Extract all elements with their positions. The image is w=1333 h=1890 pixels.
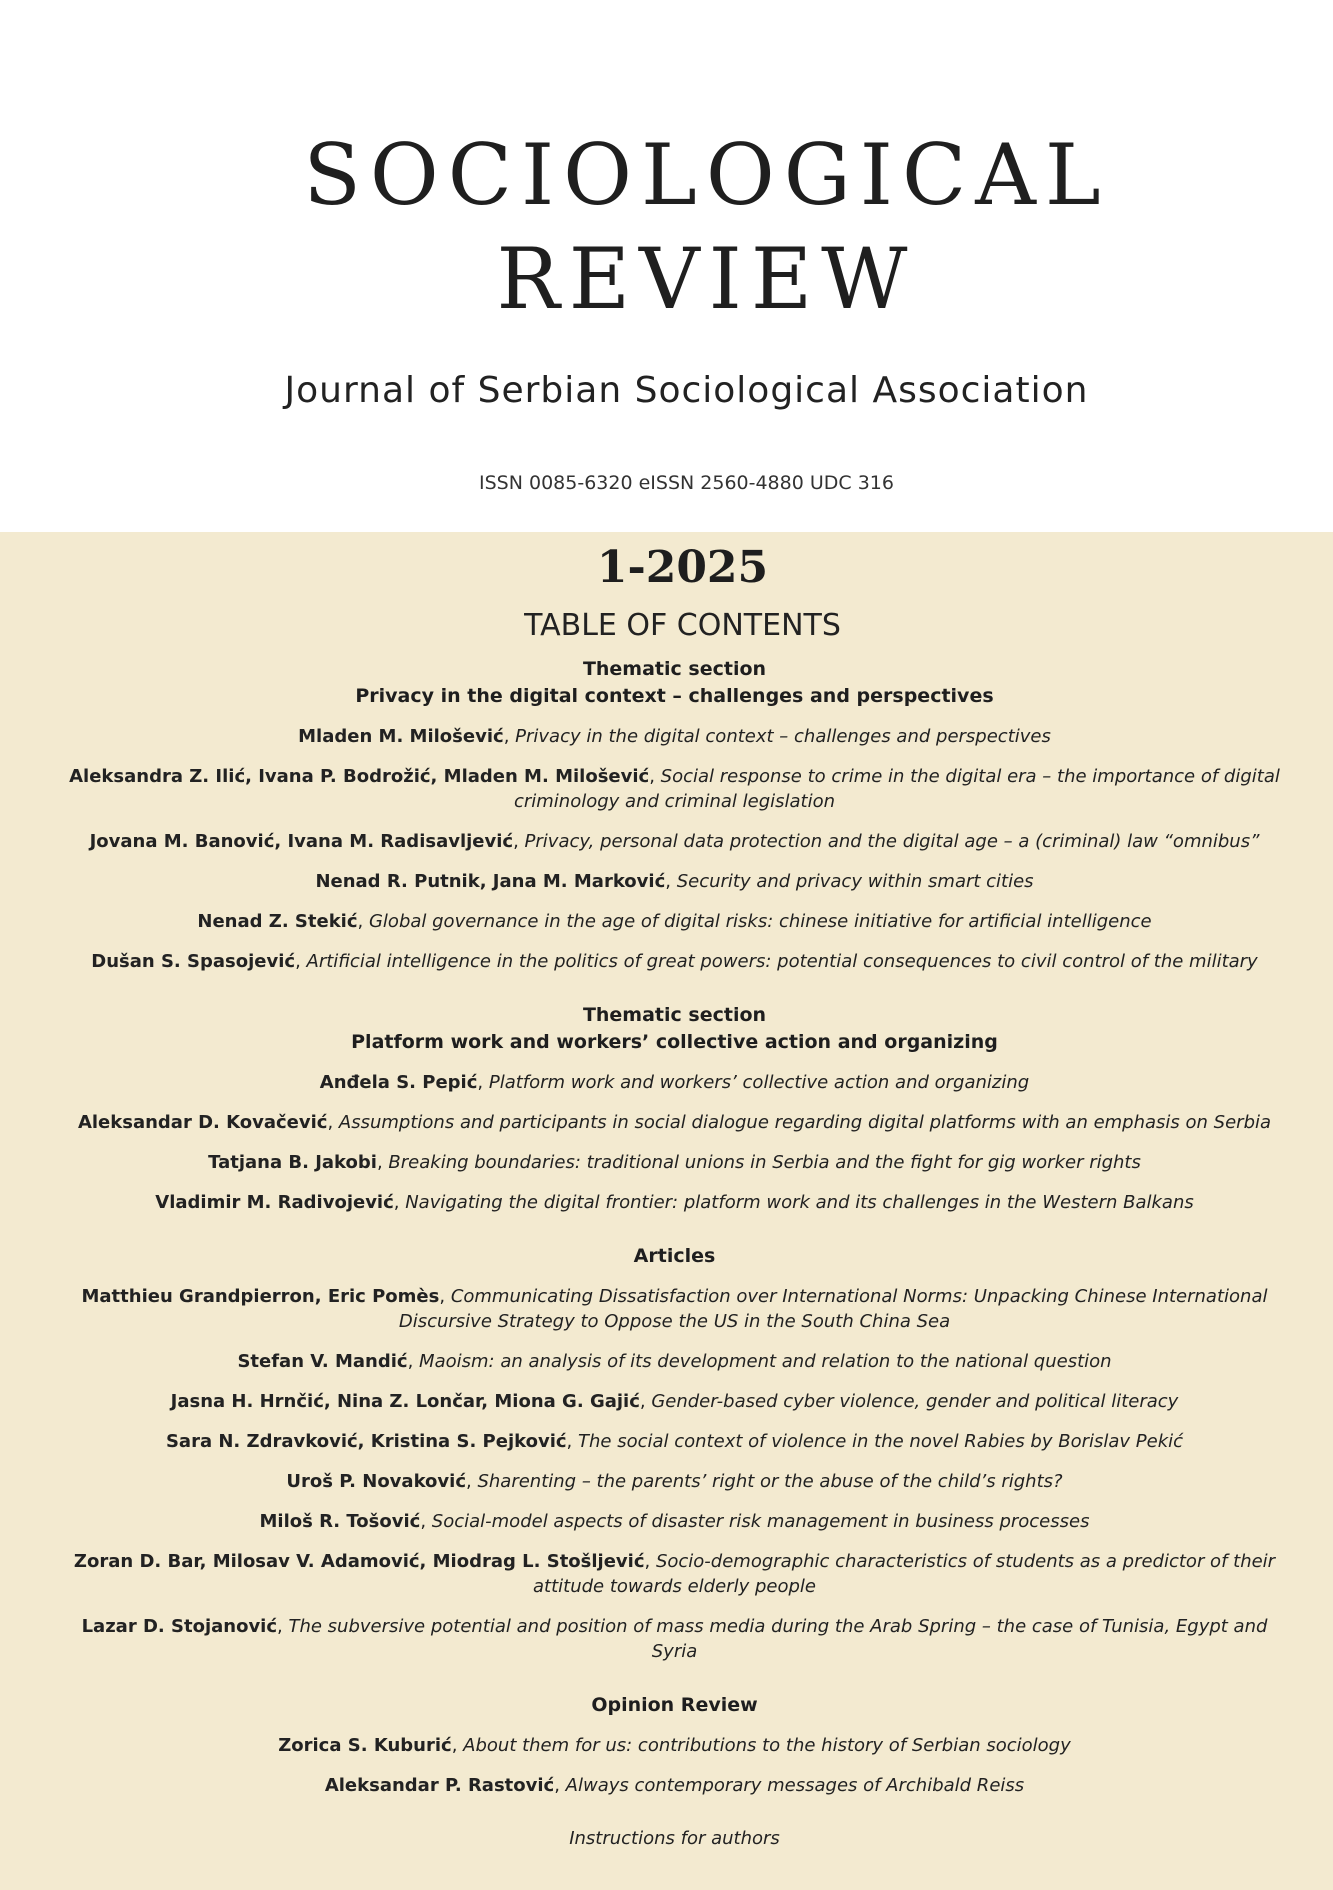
- entry-authors: Aleksandra Z. Ilić, Ivana P. Bodrožić, Mladen M. Milošević: [69, 766, 650, 787]
- entry-authors: Jasna H. Hrnčić, Nina Z. Lončar, Miona G. Gajić: [170, 1391, 640, 1412]
- entry-title: Sharenting – the parents’ right or the abuse of the child’s rights?: [477, 1471, 1063, 1492]
- toc-entry[interactable]: Zoran D. Bar, Milosav V. Adamović, Miodrag L. Stošljević, Socio-demographic characteristics of students as a predictor of their attitude towards elderly people: [73, 1551, 1276, 1597]
- toc-entry[interactable]: Uroš P. Novaković, Sharenting – the parents’ right or the abuse of the child’s rights?: [286, 1471, 1063, 1492]
- entry-authors: Matthieu Grandpierron, Eric Pomès: [81, 1286, 440, 1307]
- entry-authors: Anđela S. Pepić: [319, 1072, 478, 1093]
- toc-entry[interactable]: Miloš R. Tošović, Social-model aspects of disaster risk management in business processes: [259, 1511, 1090, 1532]
- toc-entry[interactable]: Vladimir M. Radivojević, Navigating the digital frontier: platform work and its challenges in the Western Balkans: [155, 1192, 1194, 1213]
- entry-title: Social-model aspects of disaster risk management in business processes: [431, 1511, 1090, 1532]
- toc-entry[interactable]: Mladen M. Milošević, Privacy in the digital context – challenges and perspectives: [298, 726, 1051, 747]
- entry-authors: Dušan S. Spasojević: [91, 951, 296, 972]
- toc-entry[interactable]: Jovana M. Banović, Ivana M. Radisavljević, Privacy, personal data protection and the digital age – a (criminal) law “omnibus”: [89, 831, 1260, 852]
- toc-entry[interactable]: Aleksandar D. Kovačević, Assumptions and participants in social dialogue regarding digital platforms with an emphasis on Serbia: [77, 1112, 1272, 1133]
- entry-authors: Tatjana B. Jakobi: [208, 1152, 377, 1173]
- section-heading: Thematic section: [582, 1004, 767, 1026]
- entry-title: Platform work and workers’ collective action and organizing: [488, 1072, 1030, 1093]
- entry-authors: Aleksandar D. Kovačević: [77, 1112, 328, 1133]
- entry-title: The social context of violence in the novel Rabies by Borislav Pekić: [578, 1431, 1184, 1452]
- section-heading: Articles: [633, 1245, 716, 1267]
- instructions-for-authors[interactable]: [16, 1826, 1333, 1851]
- entry-authors: Zoran D. Bar, Milosav V. Adamović, Miodrag L. Stošljević: [73, 1551, 645, 1572]
- entry-authors: Nenad R. Putnik, Jana M. Marković: [315, 871, 666, 892]
- entry-authors: Aleksandar P. Rastović: [324, 1775, 555, 1796]
- toc-entry[interactable]: Matthieu Grandpierron, Eric Pomès, Communicating Dissatisfaction over International Norms: Unpacking Chinese International Discursive Strategy to Oppose the US in the South China Sea: [81, 1286, 1268, 1332]
- toc-entry[interactable]: Lazar D. Stojanović, The subversive potential and position of mass media during the Arab Spring – the case of Tunisia, Egypt and Syria: [81, 1616, 1268, 1662]
- toc-entry[interactable]: Zorica S. Kuburić, About them for us: contributions to the history of Serbian sociology: [278, 1735, 1071, 1756]
- entry-authors: Uroš P. Novaković: [286, 1471, 466, 1492]
- entry-title: The subversive potential and position of mass media during the Arab Spring – the case of Tunisia, Egypt and Syria: [288, 1616, 1268, 1662]
- entry-authors: Zorica S. Kuburić: [278, 1735, 452, 1756]
- entry-title: Global governance in the age of digital risks: chinese initiative for artificial intelligence: [368, 911, 1152, 932]
- toc-entry[interactable]: Sara N. Zdravković, Kristina S. Pejković, The social context of violence in the novel Rabies by Borislav Pekić: [165, 1431, 1184, 1452]
- entry-authors: Stefan V. Mandić: [237, 1351, 408, 1372]
- toc-entry[interactable]: Dušan S. Spasojević, Artificial intelligence in the politics of great powers: potential consequences to civil control of the military: [91, 951, 1258, 972]
- toc-entry[interactable]: Stefan V. Mandić, Maoism: an analysis of its development and relation to the national question: [237, 1351, 1112, 1372]
- entry-authors: Lazar D. Stojanović: [81, 1616, 278, 1637]
- section-subheading: Platform work and workers’ collective action and organizing: [351, 1031, 998, 1053]
- section-heading: Opinion Review: [591, 1694, 758, 1716]
- entry-title: Privacy in the digital context – challenges and perspectives: [515, 726, 1051, 747]
- entry-title: Maoism: an analysis of its development and relation to the national question: [419, 1351, 1112, 1372]
- toc-entry[interactable]: Jasna H. Hrnčić, Nina Z. Lončar, Miona G. Gajić, Gender-based cyber violence, gender and political literacy: [170, 1391, 1179, 1412]
- entry-authors: Nenad Z. Stekić: [197, 911, 358, 932]
- toc-entry[interactable]: Nenad Z. Stekić, Global governance in the age of digital risks: chinese initiative for artificial intelligence: [197, 911, 1152, 932]
- entry-authors: Jovana M. Banović, Ivana M. Radisavljević: [89, 831, 514, 852]
- entry-title: Communicating Dissatisfaction over International Norms: Unpacking Chinese International Discursive Strategy to Oppose the US in the South China Sea: [398, 1286, 1268, 1332]
- entry-title: About them for us: contributions to the history of Serbian sociology: [463, 1735, 1071, 1756]
- entry-title: Social response to crime in the digital era – the importance of digital criminology and criminal legislation: [513, 766, 1280, 812]
- entry-title: Breaking boundaries: traditional unions in Serbia and the fight for gig worker rights: [388, 1152, 1141, 1173]
- entry-title: Assumptions and participants in social dialogue regarding digital platforms with an emphasis on Serbia: [338, 1112, 1272, 1133]
- toc-title: TABLE OF CONTENTS: [524, 608, 841, 643]
- journal-title-line-1: SOCIOLOGICAL: [303, 126, 1110, 224]
- toc-entry[interactable]: Nenad R. Putnik, Jana M. Marković, Security and privacy within smart cities: [315, 871, 1034, 892]
- entry-title: Artificial intelligence in the politics of great powers: potential consequences to civil control of the military: [306, 951, 1258, 972]
- entry-authors: Miloš R. Tošović: [259, 1511, 421, 1532]
- entry-title: Navigating the digital frontier: platform work and its challenges in the Western Balkans: [405, 1192, 1194, 1213]
- toc-entry[interactable]: Aleksandar P. Rastović, Always contemporary messages of Archibald Reiss: [324, 1775, 1025, 1796]
- cover-header: [0, 0, 1333, 532]
- entry-title: Privacy, personal data protection and the digital age – a (criminal) law “omnibus”: [524, 831, 1260, 852]
- toc-content: [0, 656, 1333, 1851]
- entry-title: Security and privacy within smart cities: [676, 871, 1034, 892]
- entry-title: Gender-based cyber violence, gender and political literacy: [651, 1391, 1179, 1412]
- entry-title: Socio-demographic characteristics of students as a predictor of their attitude towards elderly people: [533, 1551, 1276, 1597]
- footer-label: Instructions for authors: [569, 1828, 780, 1849]
- entry-title: Always contemporary messages of Archibald Reiss: [565, 1775, 1025, 1796]
- entry-authors: Sara N. Zdravković, Kristina S. Pejković: [165, 1431, 567, 1452]
- table-of-contents-panel: [0, 532, 1333, 1890]
- entry-authors: Vladimir M. Radivojević: [155, 1192, 394, 1213]
- section-heading: Thematic section: [582, 658, 767, 680]
- journal-subtitle: Journal of Serbian Sociological Association: [284, 370, 1089, 411]
- toc-entry[interactable]: Tatjana B. Jakobi, Breaking boundaries: traditional unions in Serbia and the fight for gig worker rights: [208, 1152, 1141, 1173]
- section-subheading: Privacy in the digital context – challenges and perspectives: [355, 685, 994, 707]
- issue-number: 1-2025: [596, 542, 769, 593]
- toc-entry[interactable]: Anđela S. Pepić, Platform work and workers’ collective action and organizing: [319, 1072, 1030, 1093]
- toc-entry[interactable]: Aleksandra Z. Ilić, Ivana P. Bodrožić, Mladen M. Milošević, Social response to crime in the digital era – the importance of digital criminology and criminal legislation: [69, 766, 1280, 812]
- journal-title-line-2: REVIEW: [496, 230, 917, 328]
- issn-line: ISSN 0085-6320 eISSN 2560-4880 UDC 316: [479, 472, 894, 494]
- entry-authors: Mladen M. Milošević: [298, 726, 504, 747]
